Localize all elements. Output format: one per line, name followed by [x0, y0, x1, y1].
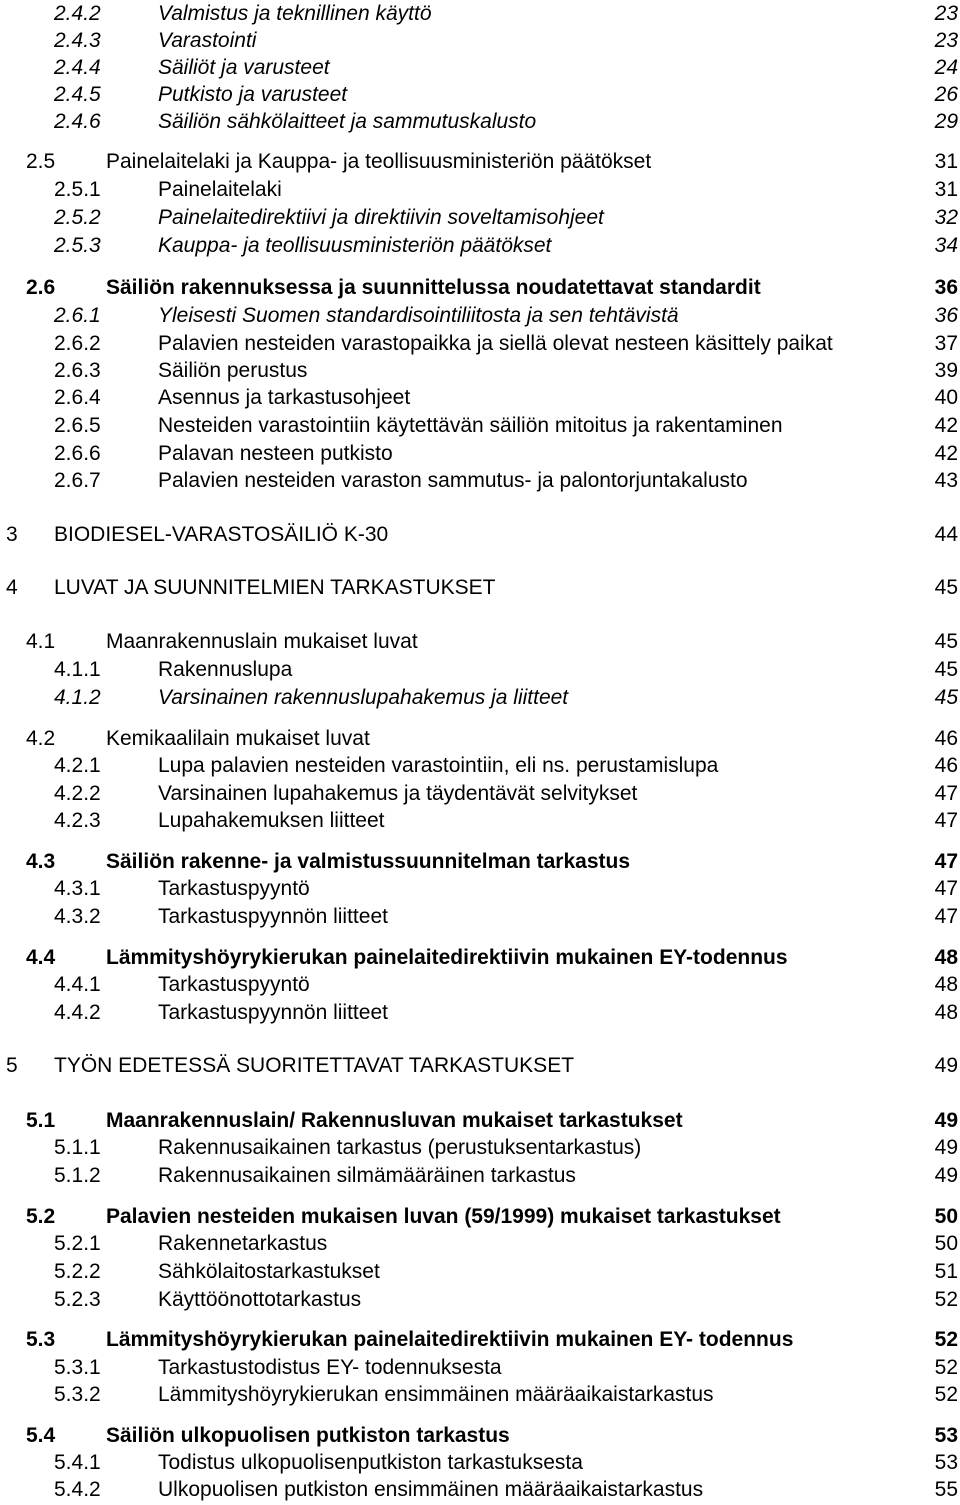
toc-number: 4.1 — [26, 630, 56, 653]
toc-number: 2.4.2 — [54, 2, 101, 25]
toc-entry[interactable] — [0, 357, 960, 385]
toc-number: 5.4.1 — [54, 1451, 101, 1474]
toc-title: Palavien nesteiden mukaisen luvan (59/1999) mukaiset tarkastukset — [106, 1205, 781, 1228]
toc-number: 5.4 — [26, 1424, 56, 1447]
toc-number: 2.4.6 — [54, 110, 101, 133]
toc-entry[interactable] — [0, 467, 960, 495]
toc-page: 42 — [934, 442, 958, 465]
toc-entry[interactable] — [0, 330, 960, 358]
toc-title: Varsinainen rakennuslupahakemus ja liitteet — [158, 686, 569, 709]
toc-entry[interactable] — [0, 302, 960, 330]
toc-entry[interactable] — [0, 1286, 960, 1314]
toc-title: Rakennuslupa — [158, 658, 293, 681]
toc-title: Käyttöönottotarkastus — [158, 1288, 362, 1311]
toc-number: 5.2.3 — [54, 1288, 101, 1311]
toc-page: 40 — [934, 386, 958, 409]
toc-title: Rakennetarkastus — [158, 1232, 328, 1255]
toc-number: 5.2.2 — [54, 1260, 101, 1283]
toc-page: 47 — [934, 877, 958, 900]
toc-page: 49 — [934, 1136, 958, 1159]
toc-page: 49 — [934, 1054, 958, 1077]
toc-page: 48 — [934, 1001, 958, 1024]
toc-title: Lämmityshöyrykierukan painelaitedirektiivin mukainen EY-todennus — [106, 946, 788, 969]
toc-page: 47 — [934, 905, 958, 928]
toc-page: 37 — [934, 332, 958, 355]
toc-page: 49 — [934, 1164, 958, 1187]
toc-number: 5.1.1 — [54, 1136, 101, 1159]
toc-entry[interactable] — [0, 628, 960, 656]
toc-entry[interactable] — [0, 1354, 960, 1382]
toc-entry[interactable] — [0, 204, 960, 232]
toc-page: 42 — [934, 414, 958, 437]
toc-entry[interactable] — [0, 684, 960, 712]
toc-entry[interactable] — [0, 1326, 960, 1354]
toc-number: 4.2.1 — [54, 754, 101, 777]
toc-entry[interactable] — [0, 807, 960, 835]
toc-page: 51 — [934, 1260, 958, 1283]
toc-title: Nesteiden varastointiin käytettävän säiliön mitoitus ja rakentaminen — [158, 414, 783, 437]
toc-number: 5.3.1 — [54, 1356, 101, 1379]
toc-title: Kauppa- ja teollisuusministeriön päätökset — [158, 234, 552, 257]
toc-title: Tarkastuspyyntö — [158, 877, 310, 900]
toc-page: 36 — [934, 276, 958, 299]
toc-entry[interactable] — [0, 440, 960, 468]
toc-page: 47 — [934, 850, 958, 873]
toc-title: Säiliön sähkölaitteet ja sammutuskalusto — [158, 110, 537, 133]
toc-entry[interactable] — [0, 176, 960, 204]
toc-title: Ulkopuolisen putkiston ensimmäinen määräaikaistarkastus — [158, 1478, 704, 1501]
toc-entry[interactable] — [0, 27, 960, 55]
toc-page: 44 — [934, 523, 958, 546]
toc-title: Säiliön rakennuksessa ja suunnittelussa noudatettavat standardit — [106, 276, 761, 299]
toc-entry[interactable] — [0, 656, 960, 684]
toc-page: 39 — [934, 359, 958, 382]
toc-page: 47 — [934, 782, 958, 805]
toc-entry[interactable] — [0, 81, 960, 109]
toc-title: Lämmityshöyrykierukan ensimmäinen määräaikaistarkastus — [158, 1383, 714, 1406]
toc-page: 47 — [934, 809, 958, 832]
toc-number: 5.3.2 — [54, 1383, 101, 1406]
toc-page: 48 — [934, 946, 958, 969]
toc-entry[interactable] — [0, 1107, 960, 1135]
toc-entry[interactable] — [0, 1422, 960, 1450]
toc-title: Painelaitelaki ja Kauppa- ja teollisuusministeriön päätökset — [106, 150, 652, 173]
toc-number: 5.3 — [26, 1328, 56, 1351]
toc-page: 52 — [934, 1288, 958, 1311]
toc-entry[interactable] — [0, 903, 960, 931]
toc-page: 45 — [934, 576, 958, 599]
toc-entry[interactable] — [0, 875, 960, 903]
toc-number: 4.2.2 — [54, 782, 101, 805]
toc-page: 31 — [934, 150, 958, 173]
toc-number: 5.1.2 — [54, 1164, 101, 1187]
toc-page: 46 — [934, 754, 958, 777]
toc-entry[interactable] — [0, 999, 960, 1027]
toc-title: Painelaitedirektiivi ja direktiivin soveltamisohjeet — [158, 206, 604, 229]
toc-page: 45 — [934, 630, 958, 653]
toc-page: 36 — [934, 304, 958, 327]
toc-entry[interactable] — [0, 232, 960, 260]
toc-page: 34 — [934, 234, 958, 257]
toc-page: 53 — [934, 1451, 958, 1474]
toc-entry[interactable] — [0, 108, 960, 136]
toc-entry[interactable] — [0, 54, 960, 82]
toc-page: 45 — [934, 658, 958, 681]
toc-number: 2.4.5 — [54, 83, 101, 106]
toc-number: 4.3 — [26, 850, 56, 873]
toc-title: Rakennusaikainen silmämääräinen tarkastus — [158, 1164, 576, 1187]
toc-page: 49 — [934, 1109, 958, 1132]
toc-number: 2.6.3 — [54, 359, 101, 382]
toc-entry[interactable] — [0, 0, 960, 28]
toc-title: Varsinainen lupahakemus ja täydentävät selvitykset — [158, 782, 638, 805]
toc-title: Lämmityshöyrykierukan painelaitedirektiivin mukainen EY- todennus — [106, 1328, 794, 1351]
toc-title: Tarkastuspyyntö — [158, 973, 310, 996]
toc-number: 5.2 — [26, 1205, 56, 1228]
toc-title: Maanrakennuslain mukaiset luvat — [106, 630, 418, 653]
toc-number: 5.1 — [26, 1109, 56, 1132]
toc-entry[interactable] — [0, 944, 960, 972]
toc-number: 4.4 — [26, 946, 56, 969]
toc-entry[interactable] — [0, 1476, 960, 1504]
toc-entry[interactable] — [0, 1230, 960, 1258]
toc-title: Sähkölaitostarkastukset — [158, 1260, 380, 1283]
toc-number: 2.6.7 — [54, 469, 101, 492]
toc-number: 2.5.2 — [54, 206, 101, 229]
toc-title: Lupa palavien nesteiden varastointiin, eli ns. perustamislupa — [158, 754, 719, 777]
toc-page: 23 — [934, 2, 958, 25]
toc-page: 26 — [934, 83, 958, 106]
toc-number: 2.6.2 — [54, 332, 101, 355]
toc-page: 45 — [934, 686, 958, 709]
toc-entry[interactable] — [0, 1052, 960, 1080]
toc-number: 5.2.1 — [54, 1232, 101, 1255]
toc-number: 5 — [6, 1054, 18, 1077]
toc-title: Putkisto ja varusteet — [158, 83, 348, 106]
toc-number: 2.4.4 — [54, 56, 101, 79]
toc-entry[interactable] — [0, 971, 960, 999]
toc-entry[interactable] — [0, 1134, 960, 1162]
toc-entry[interactable] — [0, 752, 960, 780]
toc-title: Painelaitelaki — [158, 178, 282, 201]
toc-entry[interactable] — [0, 274, 960, 302]
toc-entry[interactable] — [0, 412, 960, 440]
toc-number: 2.5.1 — [54, 178, 101, 201]
toc-page: 50 — [934, 1232, 958, 1255]
toc-page: 32 — [934, 206, 958, 229]
toc-entry[interactable] — [0, 780, 960, 808]
toc-title: Asennus ja tarkastusohjeet — [158, 386, 411, 409]
toc-page: 50 — [934, 1205, 958, 1228]
toc-title: LUVAT JA SUUNNITELMIEN TARKASTUKSET — [54, 576, 496, 599]
toc-number: 2.6.4 — [54, 386, 101, 409]
toc-title: Maanrakennuslain/ Rakennusluvan mukaiset tarkastukset — [106, 1109, 683, 1132]
toc-title: Säiliön perustus — [158, 359, 308, 382]
toc-page: 46 — [934, 727, 958, 750]
toc-entry[interactable] — [0, 848, 960, 876]
toc-number: 4.3.2 — [54, 905, 101, 928]
toc-number: 5.4.2 — [54, 1478, 101, 1501]
toc-entry[interactable] — [0, 574, 960, 602]
toc-title: TYÖN EDETESSÄ SUORITETTAVAT TARKASTUKSET — [54, 1054, 575, 1077]
toc-page: 53 — [934, 1424, 958, 1447]
toc-page: 43 — [934, 469, 958, 492]
toc-title: Säiliön ulkopuolisen putkiston tarkastus — [106, 1424, 510, 1447]
toc-entry[interactable] — [0, 1203, 960, 1231]
toc-page: 24 — [934, 56, 958, 79]
toc-number: 4.2.3 — [54, 809, 101, 832]
toc-number: 4.4.1 — [54, 973, 101, 996]
toc-number: 3 — [6, 523, 18, 546]
toc-entry[interactable] — [0, 725, 960, 753]
toc-number: 4.1.2 — [54, 686, 101, 709]
toc-page: 48 — [934, 973, 958, 996]
toc-page: 52 — [934, 1356, 958, 1379]
toc-title: Varastointi — [158, 29, 257, 52]
toc-title: Rakennusaikainen tarkastus (perustuksentarkastus) — [158, 1136, 642, 1159]
toc-entry[interactable] — [0, 1449, 960, 1477]
toc-title: BIODIESEL-VARASTOSÄILIÖ K-30 — [54, 523, 389, 546]
toc-entry[interactable] — [0, 1258, 960, 1286]
toc-title: Lupahakemuksen liitteet — [158, 809, 385, 832]
toc-number: 4.4.2 — [54, 1001, 101, 1024]
toc-title: Tarkastuspyynnön liitteet — [158, 905, 388, 928]
toc-entry[interactable] — [0, 384, 960, 412]
toc-entry[interactable] — [0, 148, 960, 176]
toc-page: 52 — [934, 1383, 958, 1406]
toc-page: 29 — [934, 110, 958, 133]
toc-title: Säiliöt ja varusteet — [158, 56, 330, 79]
toc-entry[interactable] — [0, 1381, 960, 1409]
toc-number: 2.4.3 — [54, 29, 101, 52]
toc-title: Todistus ulkopuolisenputkiston tarkastuksesta — [158, 1451, 583, 1474]
toc-title: Palavien nesteiden varaston sammutus- ja palontorjuntakalusto — [158, 469, 748, 492]
toc-number: 2.5 — [26, 150, 56, 173]
toc-number: 4 — [6, 576, 18, 599]
toc-number: 2.6.6 — [54, 442, 101, 465]
toc-page: 55 — [934, 1478, 958, 1501]
toc-title: Tarkastustodistus EY- todennuksesta — [158, 1356, 502, 1379]
toc-title: Yleisesti Suomen standardisointiliitosta ja sen tehtävistä — [158, 304, 679, 327]
toc-title: Tarkastuspyynnön liitteet — [158, 1001, 388, 1024]
toc-title: Säiliön rakenne- ja valmistussuunnitelman tarkastus — [106, 850, 631, 873]
toc-entry[interactable] — [0, 1162, 960, 1190]
toc-page: 31 — [934, 178, 958, 201]
toc-number: 2.5.3 — [54, 234, 101, 257]
toc-entry[interactable] — [0, 521, 960, 549]
toc-number: 2.6.1 — [54, 304, 101, 327]
toc-page: 23 — [934, 29, 958, 52]
toc-number: 4.2 — [26, 727, 56, 750]
toc-title: Palavan nesteen putkisto — [158, 442, 393, 465]
toc-number: 2.6.5 — [54, 414, 101, 437]
toc-number: 2.6 — [26, 276, 56, 299]
toc-number: 4.1.1 — [54, 658, 101, 681]
toc-title: Kemikaalilain mukaiset luvat — [106, 727, 370, 750]
toc-title: Palavien nesteiden varastopaikka ja siellä olevat nesteen käsittely paikat — [158, 332, 833, 355]
toc-page: 52 — [934, 1328, 958, 1351]
toc-number: 4.3.1 — [54, 877, 101, 900]
toc-title: Valmistus ja teknillinen käyttö — [158, 2, 432, 25]
